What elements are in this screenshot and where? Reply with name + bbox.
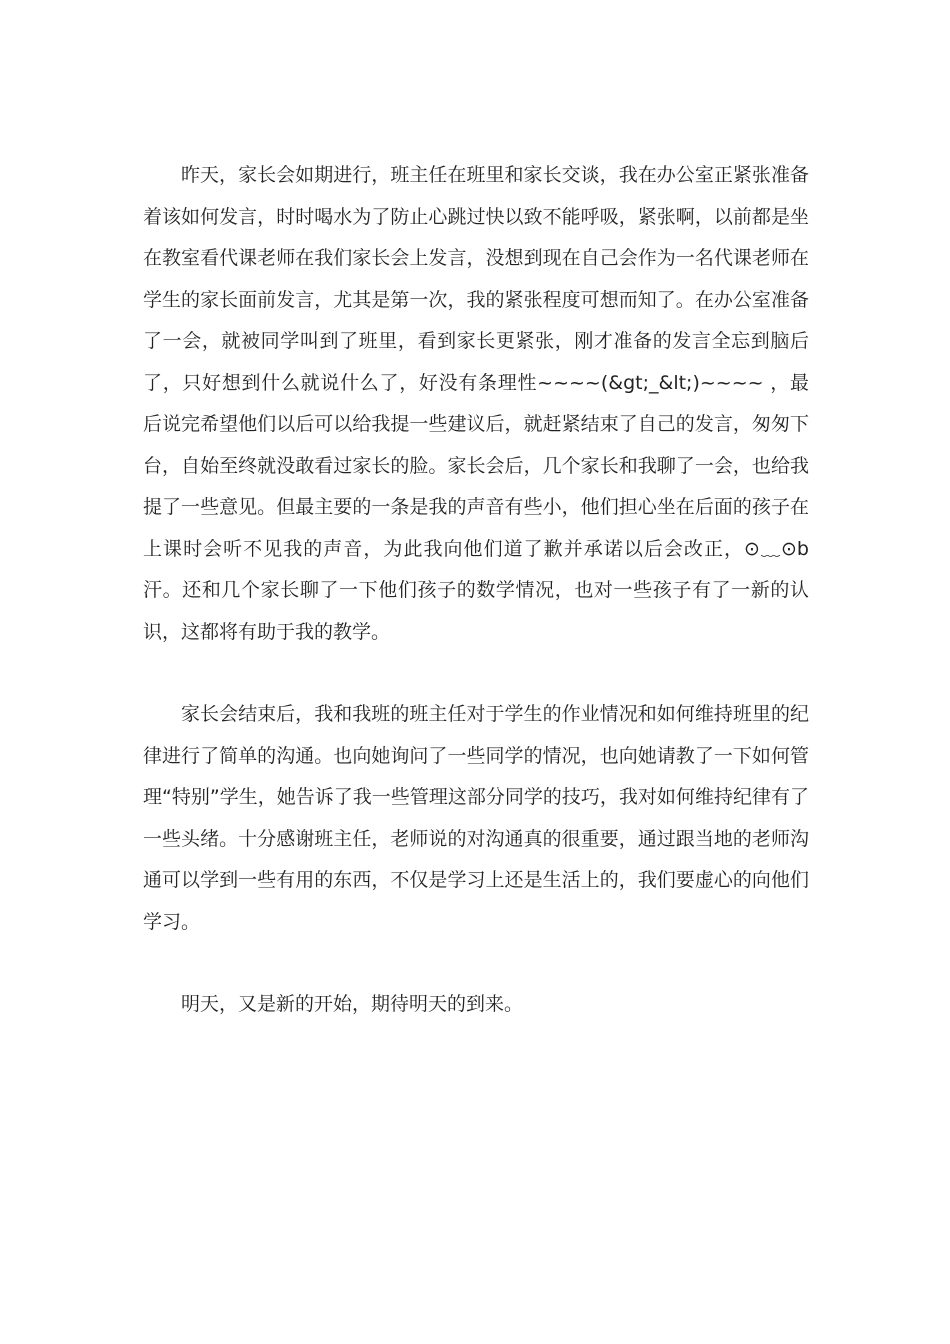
paragraph-2: 家长会结束后，我和我班的班主任对于学生的作业情况和如何维持班里的纪律进行了简单的沟通。也向她询问了一些同学的情况，也向她请教了一下如何管理“特别”学生，她告诉了我一些管理这部分同学的技巧，我对如何维持纪律有了一些头绪。十分感谢班主任，老师说的对沟通真的很重要，通过跟当地的老师沟通可以学到一些有用的东西，不仅是学习上还是生活上的，我们要虚心的向他们学习。 <box>143 703 809 933</box>
document-body <box>143 155 809 1026</box>
paragraph-1: 昨天，家长会如期进行，班主任在班里和家长交谈，我在办公室正紧张准备着该如何发言，时时喝水为了防止心跳过快以致不能呼吸，紧张啊，以前都是坐在教室看代课老师在我们家长会上发言，没想到现在自己会作为一名代课老师在学生的家长面前发言，尤其是第一次，我的紧张程度可想而知了。在办公室准备了一会，就被同学叫到了班里，看到家长更紧张，刚才准备的发言全忘到脑后了，只好想到什么就说什么了，好没有条理性~~~~(&gt;_&lt;)~~~~ ，最后说完希望他们以后可以给我提一些建议后，就赶紧结束了自己的发言，匆匆下台，自始至终就没敢看过家长的脸。家长会后，几个家长和我聊了一会，也给我提了一些意见。但最主要的一条是我的声音有些小，他们担心坐在后面的孩子在上课时会听不见我的声音，为此我向他们道了歉并承诺以后会改正，⊙﹏⊙b汗。还和几个家长聊了一下他们孩子的数学情况，也对一些孩子有了一新的认识，这都将有助于我的教学。 <box>143 164 809 643</box>
paragraph-3: 明天，又是新的开始，期待明天的到来。 <box>181 993 524 1015</box>
